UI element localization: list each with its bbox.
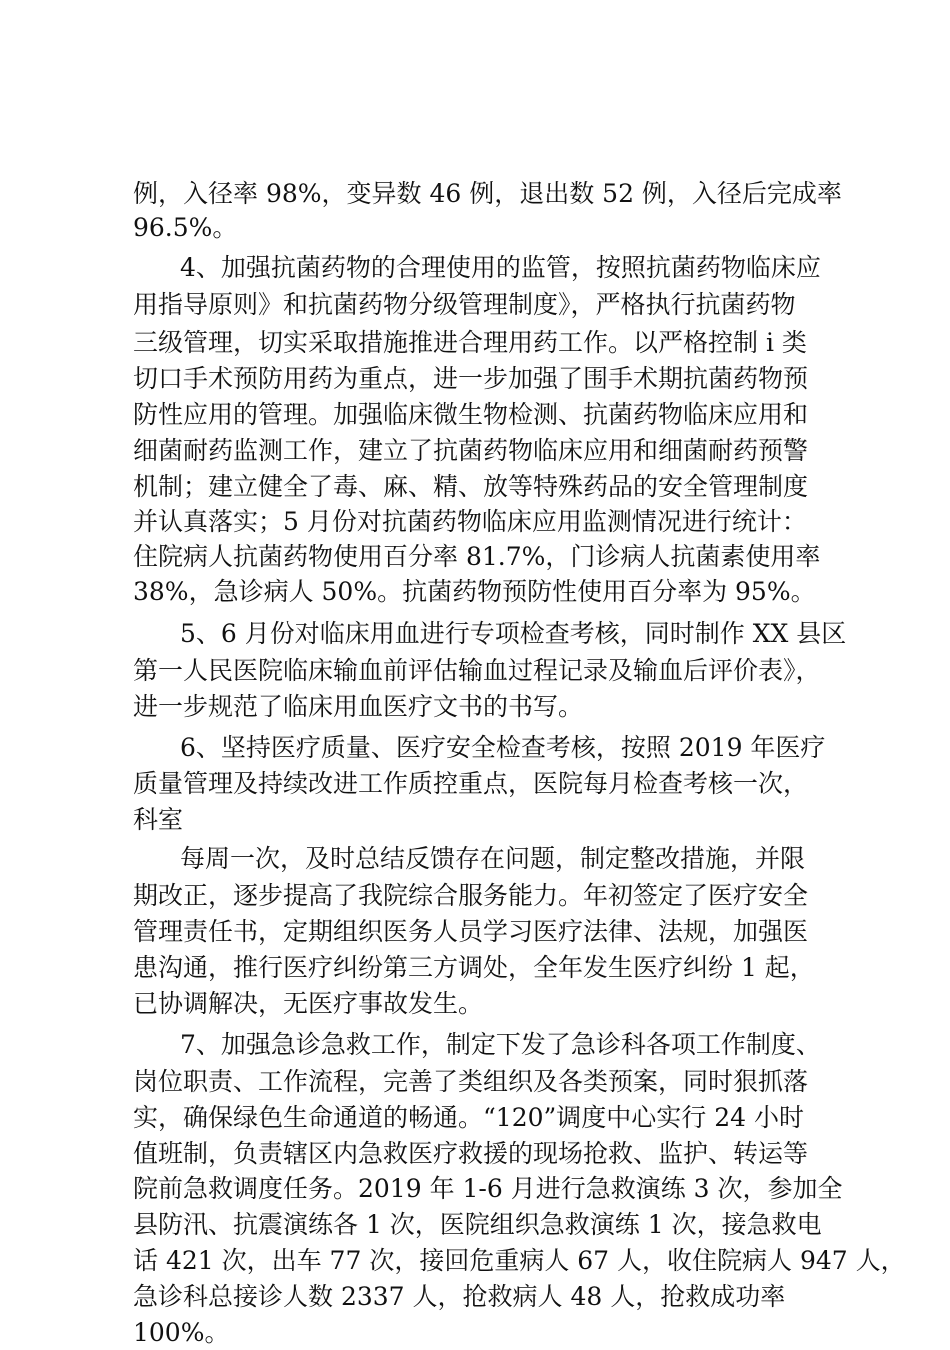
- body-line: 值班制，负责辖区内急救医疗救援的现场抢救、监护、转运等: [133, 1139, 809, 1168]
- paragraph-continuation-start: 每周一次，及时总结反馈存在问题，制定整改措施，并限: [180, 844, 806, 873]
- body-line: 用指导原则》和抗菌药物分级管理制度》，严格执行抗菌药物: [133, 290, 796, 319]
- body-line: 防性应用的管理。加强临床微生物检测、抗菌药物临床应用和: [133, 400, 809, 429]
- body-line: 机制；建立健全了毒、麻、精、放等特殊药品的安全管理制度: [133, 472, 809, 501]
- body-line: 三级管理，切实采取措施推进合理用药工作。以严格控制 i 类: [133, 328, 807, 357]
- body-line: 期改正，逐步提高了我院综合服务能力。年初签定了医疗安全: [133, 881, 809, 910]
- body-line: 切口手术预防用药为重点，进一步加强了围手术期抗菌药物预: [133, 364, 809, 393]
- body-line: 质量管理及持续改进工作质控重点，医院每月检查考核一次，: [133, 769, 809, 798]
- body-line: 100%。: [133, 1318, 230, 1347]
- body-line: 细菌耐药监测工作，建立了抗菌药物临床应用和细菌耐药预警: [133, 436, 809, 465]
- body-line: 话 421 次，出车 77 次，接回危重病人 67 人，收住院病人 947 人，: [133, 1246, 906, 1275]
- body-line: 管理责任书，定期组织医务人员学习医疗法律、法规，加强医: [133, 917, 809, 946]
- paragraph-7-start: 7、加强急诊急救工作，制定下发了急诊科各项工作制度、: [180, 1030, 821, 1059]
- body-line: 患沟通，推行医疗纠纷第三方调处，全年发生医疗纠纷 1 起，: [133, 953, 815, 982]
- body-line: 96.5%。: [133, 213, 238, 242]
- body-line: 住院病人抗菌药物使用百分率 81.7%，门诊病人抗菌素使用率: [133, 542, 821, 571]
- paragraph-5-start: 5、6 月份对临床用血进行专项检查考核，同时制作 XX 县区: [180, 619, 847, 648]
- body-line: 进一步规范了临床用血医疗文书的书写。: [133, 692, 584, 721]
- paragraph-6-start: 6、坚持医疗质量、医疗安全检查考核，按照 2019 年医疗: [180, 733, 826, 762]
- body-line: 急诊科总接诊人数 2337 人，抢救病人 48 人，抢救成功率: [133, 1282, 786, 1311]
- body-line: 已协调解决，无医疗事故发生。: [133, 989, 484, 1018]
- body-line: 岗位职责、工作流程，完善了类组织及各类预案，同时狠抓落: [133, 1067, 809, 1096]
- body-line: 实，确保绿色生命通道的畅通。“120”调度中心实行 24 小时: [133, 1103, 804, 1132]
- body-line: 科室: [133, 805, 184, 834]
- body-line: 38%，急诊病人 50%。抗菌药物预防性使用百分率为 95%。: [133, 577, 816, 606]
- body-line: 院前急救调度任务。2019 年 1-6 月进行急救演练 3 次，参加全: [133, 1174, 843, 1203]
- body-line: 县防汛、抗震演练各 1 次，医院组织急救演练 1 次，接急救电: [133, 1210, 822, 1239]
- paragraph-4-start: 4、加强抗菌药物的合理使用的监管，按照抗菌药物临床应: [180, 253, 821, 282]
- body-line: 并认真落实；5 月份对抗菌药物临床应用监测情况进行统计：: [133, 507, 807, 536]
- body-line: 例，入径率 98%，变异数 46 例，退出数 52 例，入径后完成率: [133, 179, 842, 208]
- body-line: 第一人民医院临床输血前评估输血过程记录及输血后评价表》，: [133, 656, 821, 685]
